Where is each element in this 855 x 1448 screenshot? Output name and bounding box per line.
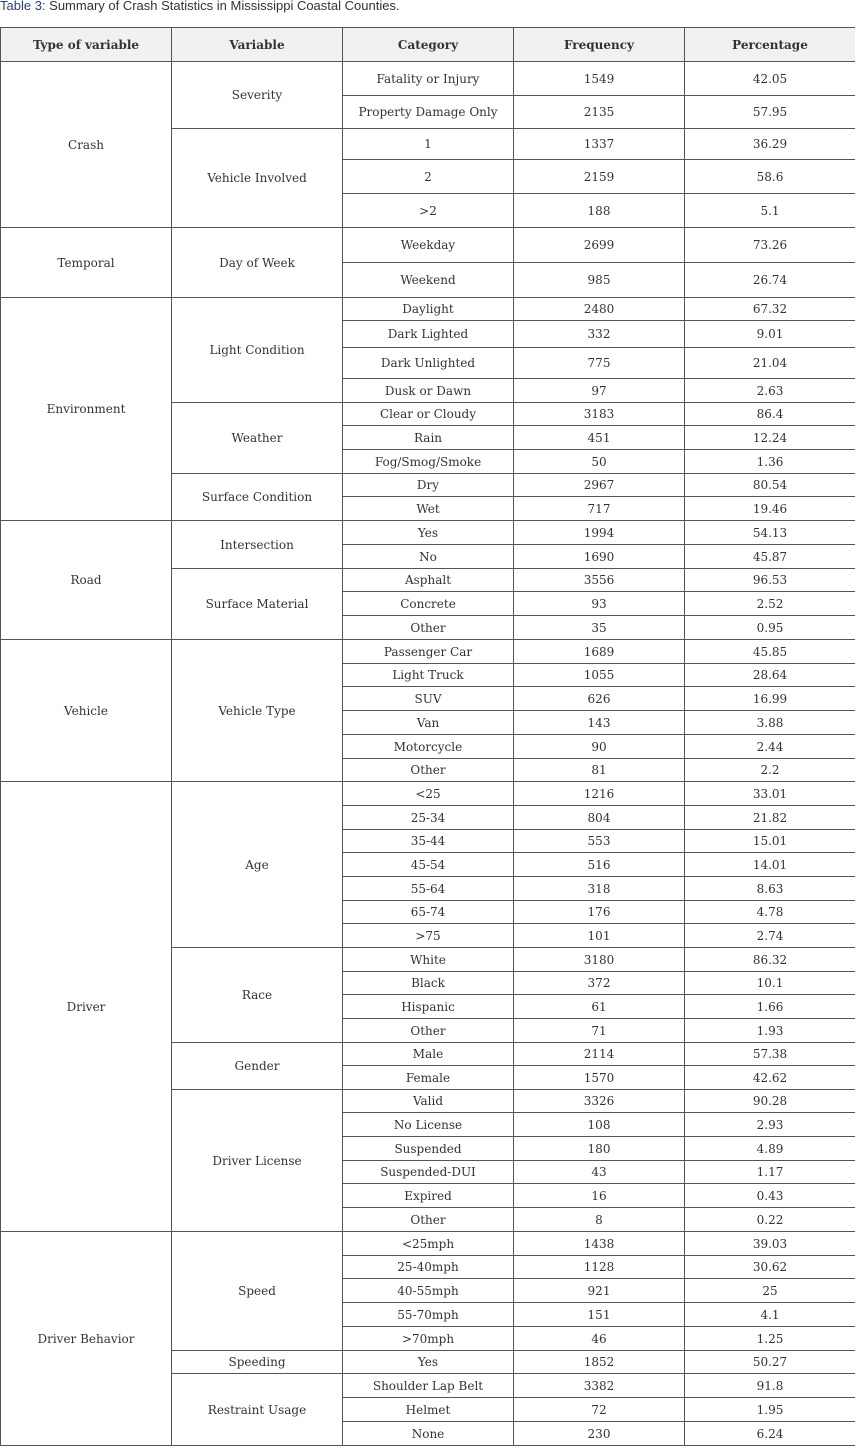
percentage-cell: 25 bbox=[685, 1279, 855, 1303]
percentage-cell: 39.03 bbox=[685, 1232, 855, 1256]
percentage-cell: 4.78 bbox=[685, 901, 855, 924]
frequency-cell: 2699 bbox=[514, 228, 685, 263]
category-cell: Daylight bbox=[343, 298, 514, 321]
percentage-cell: 15.01 bbox=[685, 830, 855, 853]
percentage-cell: 45.85 bbox=[685, 640, 855, 664]
header-row bbox=[1, 28, 855, 62]
category-cell: No License bbox=[343, 1113, 514, 1137]
variable-cell: Speed bbox=[172, 1232, 343, 1351]
variable-cell: Surface Condition bbox=[172, 474, 343, 521]
variable-cell: Gender bbox=[172, 1043, 343, 1090]
frequency-cell: 108 bbox=[514, 1113, 685, 1137]
percentage-cell: 6.24 bbox=[685, 1422, 855, 1446]
table-row bbox=[1, 228, 855, 263]
frequency-cell: 372 bbox=[514, 972, 685, 995]
percentage-cell: 12.24 bbox=[685, 426, 855, 450]
category-cell: Dark Lighted bbox=[343, 321, 514, 348]
category-cell: <25 bbox=[343, 782, 514, 806]
percentage-cell: 2.93 bbox=[685, 1113, 855, 1137]
percentage-cell: 0.22 bbox=[685, 1208, 855, 1232]
type-of-variable-cell: Vehicle bbox=[1, 640, 172, 782]
table-row bbox=[1, 782, 855, 806]
percentage-cell: 2.44 bbox=[685, 735, 855, 759]
percentage-cell: 57.95 bbox=[685, 96, 855, 129]
percentage-cell: 2.52 bbox=[685, 592, 855, 616]
frequency-cell: 1438 bbox=[514, 1232, 685, 1256]
variable-cell: Driver License bbox=[172, 1090, 343, 1232]
category-cell: Dry bbox=[343, 474, 514, 497]
percentage-cell: 1.66 bbox=[685, 995, 855, 1019]
percentage-cell: 1.36 bbox=[685, 450, 855, 474]
percentage-cell: 67.32 bbox=[685, 298, 855, 321]
category-cell: Van bbox=[343, 711, 514, 735]
percentage-cell: 42.62 bbox=[685, 1066, 855, 1090]
category-cell: Other bbox=[343, 759, 514, 782]
frequency-cell: 1216 bbox=[514, 782, 685, 806]
variable-cell: Surface Material bbox=[172, 569, 343, 640]
percentage-cell: 91.8 bbox=[685, 1374, 855, 1398]
frequency-cell: 46 bbox=[514, 1327, 685, 1351]
variable-cell: Day of Week bbox=[172, 228, 343, 298]
frequency-cell: 553 bbox=[514, 830, 685, 853]
frequency-cell: 516 bbox=[514, 853, 685, 877]
category-cell: >2 bbox=[343, 194, 514, 228]
percentage-cell: 73.26 bbox=[685, 228, 855, 263]
table-row bbox=[1, 521, 855, 545]
frequency-cell: 35 bbox=[514, 616, 685, 640]
percentage-cell: 4.89 bbox=[685, 1137, 855, 1161]
category-cell: None bbox=[343, 1422, 514, 1446]
category-cell: >75 bbox=[343, 924, 514, 948]
variable-cell: Speeding bbox=[172, 1351, 343, 1374]
category-cell: Clear or Cloudy bbox=[343, 403, 514, 426]
category-cell: Asphalt bbox=[343, 569, 514, 592]
crash-statistics-table bbox=[0, 27, 855, 1446]
table-header bbox=[1, 28, 855, 62]
percentage-cell: 54.13 bbox=[685, 521, 855, 545]
percentage-cell: 2.2 bbox=[685, 759, 855, 782]
percentage-cell: 19.46 bbox=[685, 497, 855, 521]
category-cell: Light Truck bbox=[343, 664, 514, 687]
category-cell: Property Damage Only bbox=[343, 96, 514, 129]
percentage-cell: 90.28 bbox=[685, 1090, 855, 1113]
variable-cell: Age bbox=[172, 782, 343, 948]
frequency-cell: 71 bbox=[514, 1019, 685, 1043]
category-cell: 40-55mph bbox=[343, 1279, 514, 1303]
frequency-cell: 2114 bbox=[514, 1043, 685, 1066]
frequency-cell: 101 bbox=[514, 924, 685, 948]
percentage-cell: 0.95 bbox=[685, 616, 855, 640]
frequency-cell: 1549 bbox=[514, 62, 685, 96]
header-variable: Variable bbox=[172, 28, 343, 62]
percentage-cell: 42.05 bbox=[685, 62, 855, 96]
category-cell: Other bbox=[343, 1208, 514, 1232]
category-cell: Other bbox=[343, 616, 514, 640]
header-percentage: Percentage bbox=[685, 28, 855, 62]
percentage-cell: 16.99 bbox=[685, 687, 855, 711]
category-cell: Dark Unlighted bbox=[343, 348, 514, 379]
frequency-cell: 2159 bbox=[514, 160, 685, 194]
percentage-cell: 8.63 bbox=[685, 877, 855, 901]
frequency-cell: 93 bbox=[514, 592, 685, 616]
frequency-cell: 43 bbox=[514, 1161, 685, 1184]
percentage-cell: 1.25 bbox=[685, 1327, 855, 1351]
frequency-cell: 2967 bbox=[514, 474, 685, 497]
type-of-variable-cell: Crash bbox=[1, 62, 172, 228]
table-body bbox=[1, 62, 855, 1446]
percentage-cell: 86.4 bbox=[685, 403, 855, 426]
frequency-cell: 2135 bbox=[514, 96, 685, 129]
type-of-variable-cell: Temporal bbox=[1, 228, 172, 298]
frequency-cell: 151 bbox=[514, 1303, 685, 1327]
table-caption-label: Table 3: bbox=[0, 0, 46, 13]
header-category: Category bbox=[343, 28, 514, 62]
frequency-cell: 804 bbox=[514, 806, 685, 830]
percentage-cell: 45.87 bbox=[685, 545, 855, 569]
frequency-cell: 3180 bbox=[514, 948, 685, 972]
category-cell: White bbox=[343, 948, 514, 972]
percentage-cell: 2.74 bbox=[685, 924, 855, 948]
frequency-cell: 717 bbox=[514, 497, 685, 521]
percentage-cell: 10.1 bbox=[685, 972, 855, 995]
category-cell: Black bbox=[343, 972, 514, 995]
type-of-variable-cell: Driver Behavior bbox=[1, 1232, 172, 1446]
category-cell: Passenger Car bbox=[343, 640, 514, 664]
table-row bbox=[1, 298, 855, 321]
variable-cell: Severity bbox=[172, 62, 343, 129]
category-cell: Yes bbox=[343, 1351, 514, 1374]
percentage-cell: 5.1 bbox=[685, 194, 855, 228]
table-caption bbox=[0, 0, 855, 14]
frequency-cell: 3326 bbox=[514, 1090, 685, 1113]
percentage-cell: 30.62 bbox=[685, 1256, 855, 1279]
percentage-cell: 0.43 bbox=[685, 1184, 855, 1208]
frequency-cell: 1055 bbox=[514, 664, 685, 687]
frequency-cell: 97 bbox=[514, 379, 685, 403]
frequency-cell: 180 bbox=[514, 1137, 685, 1161]
category-cell: 45-54 bbox=[343, 853, 514, 877]
variable-cell: Light Condition bbox=[172, 298, 343, 403]
table-caption-text: Summary of Crash Statistics in Mississippi Coastal Counties. bbox=[45, 0, 400, 13]
type-of-variable-cell: Environment bbox=[1, 298, 172, 521]
category-cell: No bbox=[343, 545, 514, 569]
category-cell: <25mph bbox=[343, 1232, 514, 1256]
frequency-cell: 176 bbox=[514, 901, 685, 924]
category-cell: Hispanic bbox=[343, 995, 514, 1019]
percentage-cell: 80.54 bbox=[685, 474, 855, 497]
variable-cell: Race bbox=[172, 948, 343, 1043]
frequency-cell: 81 bbox=[514, 759, 685, 782]
frequency-cell: 188 bbox=[514, 194, 685, 228]
percentage-cell: 58.6 bbox=[685, 160, 855, 194]
frequency-cell: 3382 bbox=[514, 1374, 685, 1398]
variable-cell: Vehicle Involved bbox=[172, 129, 343, 228]
type-of-variable-cell: Road bbox=[1, 521, 172, 640]
frequency-cell: 1852 bbox=[514, 1351, 685, 1374]
frequency-cell: 775 bbox=[514, 348, 685, 379]
frequency-cell: 2480 bbox=[514, 298, 685, 321]
category-cell: Fatality or Injury bbox=[343, 62, 514, 96]
percentage-cell: 86.32 bbox=[685, 948, 855, 972]
category-cell: Expired bbox=[343, 1184, 514, 1208]
frequency-cell: 985 bbox=[514, 263, 685, 298]
category-cell: Concrete bbox=[343, 592, 514, 616]
category-cell: 55-64 bbox=[343, 877, 514, 901]
percentage-cell: 36.29 bbox=[685, 129, 855, 160]
header-frequency: Frequency bbox=[514, 28, 685, 62]
frequency-cell: 1994 bbox=[514, 521, 685, 545]
category-cell: >70mph bbox=[343, 1327, 514, 1351]
frequency-cell: 16 bbox=[514, 1184, 685, 1208]
frequency-cell: 8 bbox=[514, 1208, 685, 1232]
category-cell: 55-70mph bbox=[343, 1303, 514, 1327]
percentage-cell: 1.93 bbox=[685, 1019, 855, 1043]
frequency-cell: 318 bbox=[514, 877, 685, 901]
category-cell: Other bbox=[343, 1019, 514, 1043]
percentage-cell: 1.95 bbox=[685, 1398, 855, 1422]
variable-cell: Intersection bbox=[172, 521, 343, 569]
variable-cell: Weather bbox=[172, 403, 343, 474]
frequency-cell: 1128 bbox=[514, 1256, 685, 1279]
category-cell: 65-74 bbox=[343, 901, 514, 924]
frequency-cell: 921 bbox=[514, 1279, 685, 1303]
category-cell: Male bbox=[343, 1043, 514, 1066]
percentage-cell: 28.64 bbox=[685, 664, 855, 687]
table-row bbox=[1, 1232, 855, 1256]
category-cell: Valid bbox=[343, 1090, 514, 1113]
category-cell: Rain bbox=[343, 426, 514, 450]
category-cell: Shoulder Lap Belt bbox=[343, 1374, 514, 1398]
percentage-cell: 3.88 bbox=[685, 711, 855, 735]
category-cell: Yes bbox=[343, 521, 514, 545]
variable-cell: Vehicle Type bbox=[172, 640, 343, 782]
type-of-variable-cell: Driver bbox=[1, 782, 172, 1232]
category-cell: 1 bbox=[343, 129, 514, 160]
percentage-cell: 2.63 bbox=[685, 379, 855, 403]
category-cell: 25-40mph bbox=[343, 1256, 514, 1279]
percentage-cell: 33.01 bbox=[685, 782, 855, 806]
table-row bbox=[1, 62, 855, 96]
variable-cell: Restraint Usage bbox=[172, 1374, 343, 1446]
category-cell: 25-34 bbox=[343, 806, 514, 830]
frequency-cell: 1570 bbox=[514, 1066, 685, 1090]
percentage-cell: 1.17 bbox=[685, 1161, 855, 1184]
percentage-cell: 57.38 bbox=[685, 1043, 855, 1066]
frequency-cell: 61 bbox=[514, 995, 685, 1019]
frequency-cell: 3183 bbox=[514, 403, 685, 426]
percentage-cell: 21.04 bbox=[685, 348, 855, 379]
category-cell: Fog/Smog/Smoke bbox=[343, 450, 514, 474]
category-cell: Weekday bbox=[343, 228, 514, 263]
frequency-cell: 143 bbox=[514, 711, 685, 735]
category-cell: Motorcycle bbox=[343, 735, 514, 759]
percentage-cell: 50.27 bbox=[685, 1351, 855, 1374]
frequency-cell: 50 bbox=[514, 450, 685, 474]
frequency-cell: 90 bbox=[514, 735, 685, 759]
category-cell: Female bbox=[343, 1066, 514, 1090]
frequency-cell: 1337 bbox=[514, 129, 685, 160]
percentage-cell: 26.74 bbox=[685, 263, 855, 298]
frequency-cell: 626 bbox=[514, 687, 685, 711]
category-cell: Suspended-DUI bbox=[343, 1161, 514, 1184]
category-cell: 35-44 bbox=[343, 830, 514, 853]
frequency-cell: 230 bbox=[514, 1422, 685, 1446]
category-cell: Suspended bbox=[343, 1137, 514, 1161]
category-cell: 2 bbox=[343, 160, 514, 194]
frequency-cell: 1690 bbox=[514, 545, 685, 569]
percentage-cell: 96.53 bbox=[685, 569, 855, 592]
frequency-cell: 451 bbox=[514, 426, 685, 450]
category-cell: Dusk or Dawn bbox=[343, 379, 514, 403]
frequency-cell: 3556 bbox=[514, 569, 685, 592]
percentage-cell: 21.82 bbox=[685, 806, 855, 830]
frequency-cell: 1689 bbox=[514, 640, 685, 664]
percentage-cell: 4.1 bbox=[685, 1303, 855, 1327]
header-type-of-variable: Type of variable bbox=[1, 28, 172, 62]
category-cell: Weekend bbox=[343, 263, 514, 298]
frequency-cell: 72 bbox=[514, 1398, 685, 1422]
percentage-cell: 14.01 bbox=[685, 853, 855, 877]
frequency-cell: 332 bbox=[514, 321, 685, 348]
category-cell: SUV bbox=[343, 687, 514, 711]
percentage-cell: 9.01 bbox=[685, 321, 855, 348]
category-cell: Wet bbox=[343, 497, 514, 521]
category-cell: Helmet bbox=[343, 1398, 514, 1422]
table-row bbox=[1, 640, 855, 664]
